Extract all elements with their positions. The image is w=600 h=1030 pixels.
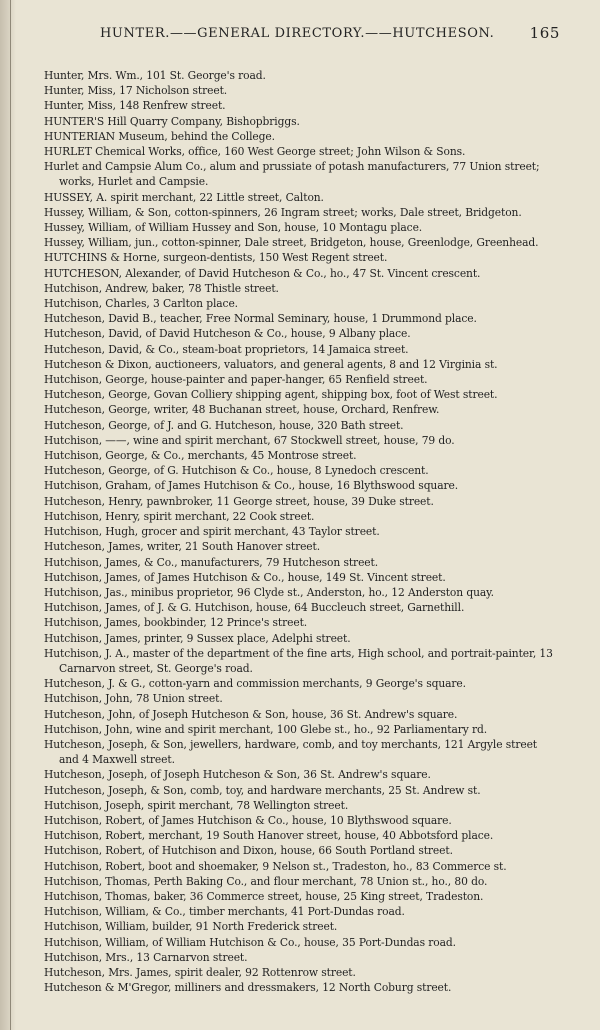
directory-entry: Hutchison, James, bookbinder, 12 Prince's street. <box>44 616 308 630</box>
directory-entry: Hussey, William, jun., cotton-spinner, Dale street, Bridgeton, house, Greenlodge, Greenhead. <box>44 236 539 250</box>
directory-entry: Hutchison, James, & Co., manufacturers, 79 Hutcheson street. <box>44 555 379 569</box>
directory-entry: Hutchison, Hugh, grocer and spirit merchant, 43 Taylor street. <box>44 525 380 539</box>
directory-entry: Hutchison, ——, wine and spirit merchant, 67 Stockwell street, house, 79 do. <box>44 433 455 447</box>
directory-entry: HUSSEY, A. spirit merchant, 22 Little street, Calton. <box>44 190 324 204</box>
directory-entry: Hutchison, Thomas, baker, 36 Commerce street, house, 25 King street, Tradeston. <box>44 889 484 903</box>
directory-entry: Hutcheson, George, of J. and G. Hutcheson, house, 320 Bath street. <box>44 418 404 432</box>
directory-entry: Hutchison, Andrew, baker, 78 Thistle street. <box>44 281 279 295</box>
directory-entry: Hutchison, George, & Co., merchants, 45 Montrose street. <box>44 449 357 463</box>
directory-entry: Hutcheson, Joseph, of Joseph Hutcheson & Son, 36 St. Andrew's square. <box>44 768 431 782</box>
directory-entry: HUTCHESON, Alexander, of David Hutcheson & Co., ho., 47 St. Vincent crescent. <box>44 266 481 280</box>
directory-entry: Hutcheson, George, Govan Colliery shipping agent, shipping box, foot of West street. <box>44 388 498 402</box>
directory-entry: Hutchison, Thomas, Perth Baking Co., and flour merchant, 78 Union st., ho., 80 do. <box>44 874 488 888</box>
directory-entry: HUTCHINS & Horne, surgeon-dentists, 150 West Regent street. <box>44 251 388 265</box>
directory-entry: Hutchison, George, house-painter and paper-hanger, 65 Renfield street. <box>44 373 428 387</box>
directory-entry: Hutchison, Robert, merchant, 19 South Hanover street, house, 40 Abbotsford place. <box>44 829 494 843</box>
directory-entry: Hutcheson, David, of David Hutcheson & Co., house, 9 Albany place. <box>44 327 411 341</box>
directory-entry: HURLET Chemical Works, office, 160 West George street; John Wilson & Sons. <box>44 145 466 159</box>
directory-entry: Hutchison, Mrs., 13 Carnarvon street. <box>44 950 248 964</box>
directory-entry: Hutcheson, John, of Joseph Hutcheson & Son, house, 36 St. Andrew's square. <box>44 707 458 721</box>
directory-entry: Hutcheson & M'Gregor, milliners and dressmakers, 12 North Coburg street. <box>44 981 452 995</box>
directory-entry: Hutcheson, David, & Co., steam-boat proprietors, 14 Jamaica street. <box>44 342 409 356</box>
page-number: 165 <box>529 24 560 42</box>
directory-entry: Hutcheson, J. & G., cotton-yarn and commission merchants, 9 George's square. <box>44 677 466 691</box>
directory-entry: Hutchison, James, of James Hutchison & Co., house, 149 St. Vincent street. <box>44 570 446 584</box>
directory-entry: HUNTERIAN Museum, behind the College. <box>44 129 275 143</box>
directory-entry: Hutchison, John, 78 Union street. <box>44 692 223 706</box>
header-title: HUNTER.——GENERAL DIRECTORY.——HUTCHESON. <box>100 26 495 41</box>
directory-entry: Hutchison, William, of William Hutchison & Co., house, 35 Port-Dundas road. <box>44 935 456 949</box>
directory-entry: Hunter, Mrs. Wm., 101 St. George's road. <box>44 69 266 82</box>
directory-entry: Hussey, William, of William Hussey and Son, house, 10 Montagu place. <box>44 221 423 235</box>
directory-entry: Hutchison, Joseph, spirit merchant, 78 Wellington street. <box>44 798 349 812</box>
directory-entry: Hutchison, James, of J. & G. Hutchison, house, 64 Buccleuch street, Garnethill. <box>44 601 465 615</box>
directory-entry: Hutcheson, Joseph, & Son, jewellers, hardware, comb, and toy merchants, 121 Argyle street and 4 Maxwell street. <box>44 737 537 767</box>
directory-entry: Hutchison, J. A., master of the department of the fine arts, High school, and portrait-painter, 13 Carnarvon street, St. George's road. <box>44 646 553 675</box>
directory-entry: Hutchison, Henry, spirit merchant, 22 Cook street. <box>44 509 315 523</box>
directory-entry: Hutcheson, George, writer, 48 Buchanan street, house, Orchard, Renfrew. <box>44 403 440 417</box>
directory-entry: Hutcheson, David B., teacher, Free Normal Seminary, house, 1 Drummond place. <box>44 312 477 326</box>
page-binding-edge <box>0 0 16 1030</box>
directory-entry: Hutchison, Charles, 3 Carlton place. <box>44 297 238 311</box>
directory-entry: Hutchison, Robert, of Hutchison and Dixon, house, 66 South Portland street. <box>44 844 453 858</box>
directory-entry: Hurlet and Campsie Alum Co., alum and prussiate of potash manufacturers, 77 Union street; works, Hurlet and Campsie. <box>44 160 540 189</box>
directory-entry: Hutcheson, Mrs. James, spirit dealer, 92 Rottenrow street. <box>44 965 356 979</box>
directory-entry: Hutcheson, James, writer, 21 South Hanover street. <box>44 540 321 554</box>
directory-entry: Hutcheson, Joseph, & Son, comb, toy, and hardware merchants, 25 St. Andrew st. <box>44 783 481 797</box>
directory-entries <box>44 68 556 995</box>
directory-entry: Hutchison, William, & Co., timber merchants, 41 Port-Dundas road. <box>44 905 405 919</box>
binding-rule <box>10 0 11 1030</box>
directory-entry: Hutchison, John, wine and spirit merchant, 100 Glebe st., ho., 92 Parliamentary rd. <box>44 722 488 736</box>
directory-entry: Hunter, Miss, 17 Nicholson street. <box>44 84 228 98</box>
directory-entry: Hutcheson, George, of G. Hutchison & Co., house, 8 Lynedoch crescent. <box>44 464 429 478</box>
directory-entry: Hutcheson, Henry, pawnbroker, 11 George street, house, 39 Duke street. <box>44 494 434 508</box>
directory-entry: Hutchison, William, builder, 91 North Frederick street. <box>44 920 338 934</box>
directory-entry: Hutchison, Jas., minibus proprietor, 96 Clyde st., Anderston, ho., 12 Anderston quay. <box>44 585 494 599</box>
directory-entry: Hutchison, James, printer, 9 Sussex place, Adelphi street. <box>44 631 351 645</box>
directory-entry: Hunter, Miss, 148 Renfrew street. <box>44 99 226 113</box>
directory-entry: HUNTER'S Hill Quarry Company, Bishopbriggs. <box>44 114 300 128</box>
directory-entry: Hutchison, Robert, of James Hutchison & Co., house, 10 Blythswood square. <box>44 813 452 827</box>
directory-entry: Hutchison, Robert, boot and shoemaker, 9 Nelson st., Tradeston, ho., 83 Commerce st. <box>44 859 507 873</box>
directory-entry: Hussey, William, & Son, cotton-spinners, 26 Ingram street; works, Dale street, Bridgeton. <box>44 205 522 219</box>
directory-entry: Hutcheson & Dixon, auctioneers, valuators, and general agents, 8 and 12 Virginia st. <box>44 357 498 371</box>
directory-entry: Hutchison, Graham, of James Hutchison & Co., house, 16 Blythswood square. <box>44 479 459 493</box>
running-header <box>100 24 560 44</box>
